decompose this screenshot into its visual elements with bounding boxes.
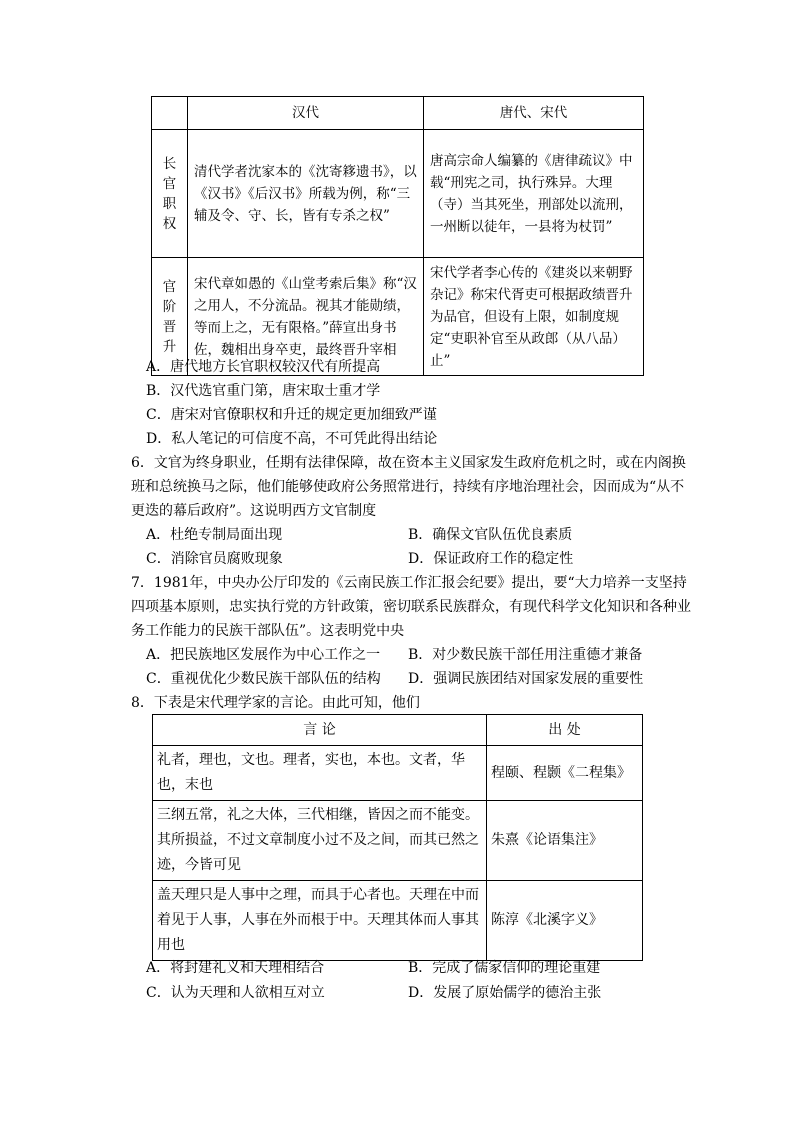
table-header-cell: 汉代 [188,97,424,130]
q7-option-b[interactable]: B．对少数民族干部任用注重德才兼备 [408,647,643,663]
source-cell: 程颐、程颢《二程集》 [487,746,643,801]
table-cell: 宋代学者李心传的《建炎以来朝野杂记》称宋代胥吏可根据政绩晋升为品官，但设有上限，如制度规定“吏职补官至从政郎（从八品）止” [424,258,644,376]
q8-option-c[interactable]: C．认为天理和人欲相互对立 [146,985,325,1001]
table-cell: 宋代章如愚的《山堂考索后集》称“汉之用人，不分流品。视其才能勋绩，等而上之，无有限格。”薛宣出身书佐，魏相出身卒吏，最终晋升宰相 [188,258,424,376]
table-cell: 唐高宗命人编纂的《唐律疏议》中载“刑宪之司，执行殊异。大理（寺）当其死坐，刑部处以流刑，一州断以徒年，一县将为杖罚” [424,130,644,258]
table-header-cell: 唐代、宋代 [424,97,644,130]
q6-option-b[interactable]: B．确保文官队伍优良素质 [408,527,573,543]
q8-option-d[interactable]: D．发展了原始儒学的德治主张 [408,985,602,1001]
row-label [152,130,188,258]
table-header-row [152,97,644,130]
q6-option-d[interactable]: D．保证政府工作的稳定性 [408,551,574,567]
table-header-row [153,715,643,746]
comparison-table [151,96,644,376]
quotes-table [152,714,643,961]
row-label-text: 长官职权 [162,155,177,232]
q8-option-b[interactable]: B．完成了儒家信仰的理论重建 [408,960,601,976]
table-header-cell: 言 论 [153,715,487,746]
q8-option-a[interactable]: A．将封建礼义和天理相结合 [146,960,325,976]
source-cell: 朱熹《论语集注》 [487,801,643,881]
q6-option-c[interactable]: C．消除官员腐败现象 [146,551,283,567]
table-row [153,746,643,801]
q7-option-c[interactable]: C．重视优化少数民族干部队伍的结构 [146,671,381,687]
q7-option-a[interactable]: A．把民族地区发展作为中心工作之一 [146,647,381,663]
quote-cell: 盖天理只是人事中之理，而具于心者也。天理在中而着见于人事，人事在外而根于中。天理其体而人事其用也 [153,881,487,961]
q5-option-c[interactable]: C．唐宋对官僚职权和升迁的规定更加细致严谨 [146,407,437,423]
row-label-text: 官阶晋升 [162,278,177,355]
quote-cell: 礼者，理也，文也。理者，实也，本也。文者，华也，末也 [153,746,487,801]
table-header-cell [152,97,188,130]
q6-stem: 6．文官为终身职业，任期有法律保障，故在资本主义国家发生政府危机之时，或在内阁换班和总统换马之际，他们能够使政府公务照常进行，持续有序地治理社会，因而成为“从不更迭的幕后政府”。这说明西方文官制度 [131,455,686,519]
quote-cell: 三纲五常，礼之大体，三代相继，皆因之而不能变。其所损益，不过文章制度小过不及之间，而其已然之迹，今皆可见 [153,801,487,881]
table-header-cell: 出 处 [487,715,643,746]
table-row [153,801,643,881]
table-row [153,881,643,961]
source-cell: 陈淳《北溪字义》 [487,881,643,961]
q5-option-b[interactable]: B．汉代选官重门第，唐宋取士重才学 [146,383,381,399]
q8-stem: 8．下表是宋代理学家的言论。由此可知，他们 [131,695,420,711]
q7-stem: 7．1981年，中央办公厅印发的《云南民族工作汇报会纪要》提出，要“大力培养一支坚持四项基本原则，忠实执行党的方针政策，密切联系民族群众，有现代科学文化知识和各种业务工作能力的民族干部队伍”。这表明党中央 [131,575,691,639]
q5-option-d[interactable]: D．私人笔记的可信度不高，不可凭此得出结论 [146,431,438,447]
table-cell: 清代学者沈家本的《沈寄簃遗书》，以《汉书》《后汉书》所载为例，称“三辅及令、守、长，皆有专杀之权” [188,130,424,258]
table-row [152,130,644,258]
q7-option-d[interactable]: D．强调民族团结对国家发展的重要性 [408,671,644,687]
q6-option-a[interactable]: A．杜绝专制局面出现 [146,527,283,543]
q5-option-a[interactable]: A．唐代地方长官职权较汉代有所提高 [146,359,381,375]
